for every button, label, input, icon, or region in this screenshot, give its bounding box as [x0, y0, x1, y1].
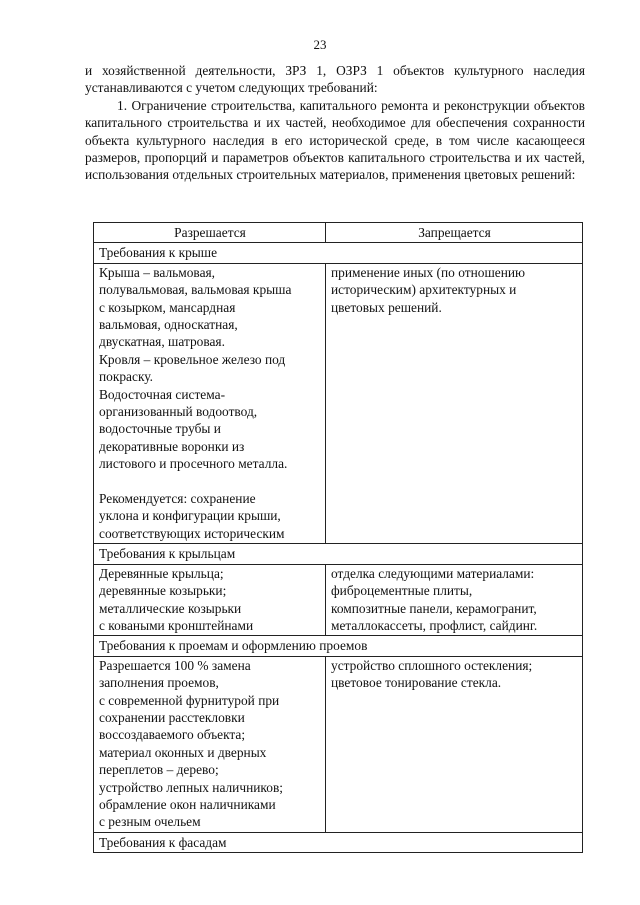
- table-row: [94, 656, 583, 832]
- blank-line: [99, 473, 321, 490]
- section-title-roof: Требования к крыше: [94, 243, 583, 263]
- cell-text-line: Рекомендуется: сохранение: [99, 491, 256, 507]
- cell-text-line: заполнения проемов,: [99, 675, 219, 691]
- cell-text-line: уклона и конфигурации крыши,: [99, 508, 281, 524]
- cell-text-line: декоративные воронки из: [99, 438, 245, 454]
- cell-text-line: металлокассеты, профлист, сайдинг.: [331, 617, 538, 633]
- allowed-cell-porch: [94, 564, 326, 636]
- cell-text-line: обрамление окон наличниками: [99, 796, 276, 812]
- cell-text-line: Деревянные крыльца;: [99, 565, 224, 581]
- cell-text-line: Водосточная система-: [99, 386, 226, 402]
- allowed-cell-openings: [94, 656, 326, 832]
- cell-text-line: цветовых решений.: [331, 299, 442, 315]
- intro-text: [85, 62, 585, 184]
- section-title-row: [94, 544, 583, 564]
- cell-text-line: композитные панели, керамогранит,: [331, 600, 537, 616]
- section-title-porch: Требования к крыльцам: [94, 544, 583, 564]
- header-forbidden: Запрещается: [326, 223, 583, 243]
- cell-text-line: сохранении расстекловки: [99, 709, 245, 725]
- section-title-row: [94, 636, 583, 656]
- forbidden-cell-openings: [326, 656, 583, 832]
- table-header-row: [94, 223, 583, 243]
- intro-paragraph-2: 1. Ограничение строительства, капитального ремонта и реконструкции объектов капитального строительства и их частей, необходимое для обеспечения сохранности объекта культурного наследия в его исторической среде, в том числе касающееся размеров, пропорций и параметров объектов капитального строительства и их частей, использования отдельных строительных материалов, применения цветовых решений:: [85, 97, 585, 183]
- cell-text-line: покраску.: [99, 369, 153, 385]
- cell-text-line: применение иных (по отношению: [331, 264, 526, 280]
- cell-text-line: фиброцементные плиты,: [331, 583, 473, 599]
- cell-text-line: устройство лепных наличников;: [99, 779, 283, 795]
- cell-text-line: деревянные козырьки;: [99, 583, 227, 599]
- cell-text-line: материал оконных и дверных: [99, 744, 267, 760]
- cell-text-line: с резным очельем: [99, 814, 201, 830]
- table-row: [94, 564, 583, 636]
- cell-text-line: с коваными кронштейнами: [99, 617, 254, 633]
- cell-text-line: Кровля – кровельное железо под: [99, 351, 286, 367]
- intro-paragraph-1: и хозяйственной деятельности, ЗРЗ 1, ОЗРЗ 1 объектов культурного наследия устанавливаются с учетом следующих требований:: [85, 63, 585, 96]
- cell-text-line: вальмовая, односкатная,: [99, 317, 238, 333]
- cell-text-line: двускатная, шатровая.: [99, 334, 225, 350]
- cell-text-line: металлические козырьки: [99, 600, 242, 616]
- cell-text-line: водосточные трубы и: [99, 421, 221, 437]
- cell-text-line: с современной фурнитурой при: [99, 692, 280, 708]
- page-number: 23: [313, 37, 327, 52]
- allowed-cell-roof: [94, 263, 326, 543]
- section-title-row: [94, 243, 583, 263]
- cell-text-line: переплетов – дерево;: [99, 762, 219, 778]
- cell-text-line: Крыша – вальмовая,: [99, 264, 216, 280]
- header-allowed: Разрешается: [94, 223, 326, 243]
- section-title-facades: Требования к фасадам: [94, 832, 583, 852]
- section-title-openings: Требования к проемам и оформлению проемов: [94, 636, 583, 656]
- cell-text-line: с козырком, мансардная: [99, 299, 236, 315]
- cell-text-line: историческим) архитектурных и: [331, 282, 517, 298]
- cell-text-line: Разрешается 100 % замена: [99, 657, 251, 673]
- table-row: [94, 263, 583, 543]
- cell-text-line: соответствующих историческим: [99, 525, 285, 541]
- cell-text-line: отделка следующими материалами:: [331, 565, 535, 581]
- forbidden-cell-porch: [326, 564, 583, 636]
- cell-text-line: листового и просечного металла.: [99, 456, 288, 472]
- cell-text-line: воссоздаваемого объекта;: [99, 727, 246, 743]
- cell-text-line: организованный водоотвод,: [99, 404, 258, 420]
- forbidden-cell-roof: [326, 263, 583, 543]
- section-title-row: [94, 832, 583, 852]
- cell-text-line: устройство сплошного остекления;: [331, 657, 533, 673]
- cell-text-line: полувальмовая, вальмовая крыша: [99, 282, 292, 298]
- requirements-table: [93, 222, 583, 853]
- cell-text-line: цветовое тонирование стекла.: [331, 675, 502, 691]
